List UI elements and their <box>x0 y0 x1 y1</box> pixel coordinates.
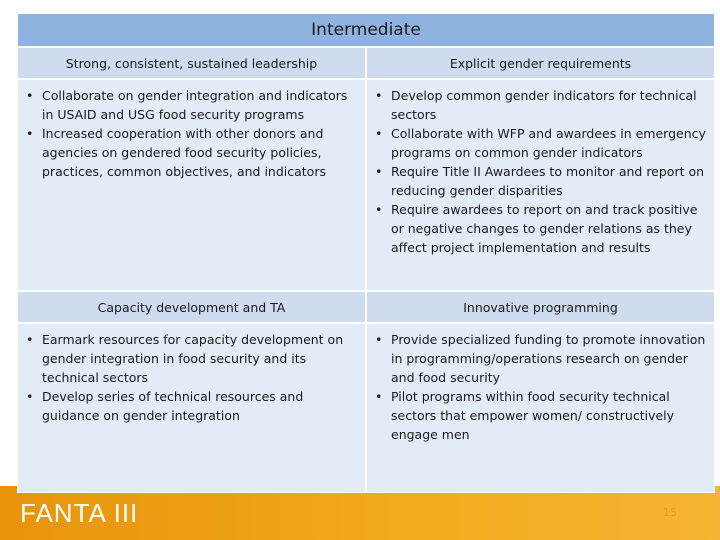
list-item: • Develop common gender indicators for technical sectors <box>391 86 710 124</box>
capacity-heading: Capacity development and TA <box>17 291 366 323</box>
leadership-list <box>18 86 365 181</box>
list-item: • Increased cooperation with other donors and agencies on gendered food security policies, practices, common objectives, and indicators <box>42 124 361 181</box>
requirements-cell <box>366 79 715 291</box>
requirements-heading: Explicit gender requirements <box>366 47 715 79</box>
list-item: • Collaborate on gender integration and indicators in USAID and USG food security programs <box>42 86 361 124</box>
list-item: • Collaborate with WFP and awardees in emergency programs on common gender indicators <box>391 124 710 162</box>
innovative-heading: Innovative programming <box>366 291 715 323</box>
list-item: • Require Title II Awardees to monitor and report on reducing gender disparities <box>391 162 710 200</box>
innovative-list <box>367 330 714 444</box>
table-title: Intermediate <box>17 13 715 47</box>
gender-strategy-table <box>17 13 715 493</box>
page-number: 15 <box>663 506 677 519</box>
innovative-cell <box>366 323 715 493</box>
capacity-list <box>18 330 365 425</box>
capacity-cell <box>17 323 366 493</box>
fanta-logo: FANTA III <box>20 498 139 528</box>
list-item: • Pilot programs within food security technical sectors that empower women/ constructively engage men <box>391 387 710 444</box>
leadership-heading: Strong, consistent, sustained leadership <box>17 47 366 79</box>
list-item: • Develop series of technical resources and guidance on gender integration <box>42 387 361 425</box>
requirements-list <box>367 86 714 257</box>
list-item: • Earmark resources for capacity development on gender integration in food security and its technical sectors <box>42 330 361 387</box>
list-item: • Provide specialized funding to promote innovation in programming/operations research on gender and food security <box>391 330 710 387</box>
leadership-cell <box>17 79 366 291</box>
list-item: • Require awardees to report on and track positive or negative changes to gender relations as they affect project implementation and results <box>391 200 710 257</box>
